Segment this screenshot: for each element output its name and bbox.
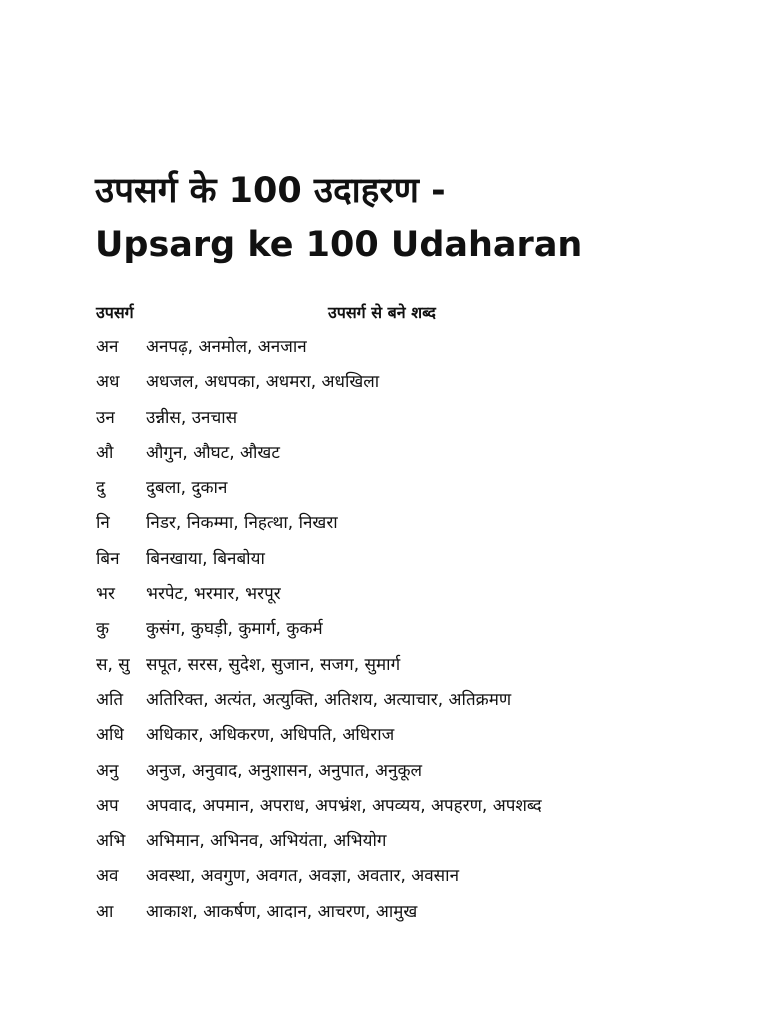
row-words: अनुज, अनुवाद, अनुशासन, अनुपात, अनुकूल: [146, 760, 423, 781]
table-row: [95, 471, 748, 506]
row-words: अतिरिक्त, अत्यंत, अत्युक्ति, अतिशय, अत्याचार, अतिक्रमण: [146, 689, 512, 710]
row-words: अभिमान, अभिनव, अभियंता, अभियोग: [146, 831, 387, 852]
table-row: [95, 718, 748, 753]
table-row: [95, 577, 748, 612]
row-prefix: स, सु: [96, 654, 130, 675]
prefix-table: [95, 296, 748, 930]
table-body: [95, 330, 748, 930]
row-prefix: कु: [96, 619, 110, 640]
title-line-english: Upsarg ke 100 Udaharan: [95, 225, 583, 265]
row-prefix: औ: [96, 442, 114, 463]
table-row: [95, 542, 748, 577]
table-row: [95, 754, 748, 789]
row-prefix: दु: [96, 478, 106, 499]
table-row: [95, 859, 748, 894]
row-prefix: अनु: [96, 760, 119, 781]
header-words: उपसर्ग से बने शब्द: [328, 303, 436, 322]
table-row: [95, 648, 748, 683]
row-prefix: अव: [96, 866, 119, 887]
row-prefix: बिन: [96, 548, 120, 569]
table-row: [95, 436, 748, 471]
table-row: [95, 683, 748, 718]
row-prefix: अभि: [96, 831, 126, 852]
table-row: [95, 330, 748, 365]
row-words: बिनखाया, बिनबोया: [146, 548, 265, 569]
row-words: उन्नीस, उनचास: [146, 407, 238, 428]
row-words: सपूत, सरस, सुदेश, सुजान, सजग, सुमार्ग: [146, 654, 401, 675]
row-prefix: नि: [96, 513, 110, 534]
row-words: आकाश, आकर्षण, आदान, आचरण, आमुख: [146, 901, 418, 922]
document-page: [95, 164, 748, 930]
table-row: [95, 401, 748, 436]
row-words: औगुन, औघट, औखट: [146, 442, 280, 463]
title-line-hindi: उपसर्ग के 100 उदाहरण -: [95, 171, 446, 211]
row-words: अधजल, अधपका, अधमरा, अधखिला: [146, 372, 380, 393]
row-prefix: आ: [96, 901, 114, 922]
row-prefix: अन: [96, 337, 119, 357]
row-prefix: भर: [96, 584, 115, 605]
row-words: निडर, निकम्मा, निहत्था, निखरा: [146, 513, 338, 534]
table-row: [95, 824, 748, 859]
row-words: अधिकार, अधिकरण, अधिपति, अधिराज: [146, 725, 395, 746]
row-prefix: अधि: [96, 725, 124, 746]
row-words: अपवाद, अपमान, अपराध, अपभ्रंश, अपव्यय, अपहरण, अपशब्द: [146, 795, 542, 816]
header-prefix: उपसर्ग: [96, 303, 134, 322]
table-row: [95, 895, 748, 930]
row-words: दुबला, दुकान: [146, 478, 228, 499]
table-row: [95, 506, 748, 541]
row-prefix: अध: [96, 372, 120, 393]
row-words: कुसंग, कुघड़ी, कुमार्ग, कुकर्म: [146, 619, 323, 640]
row-prefix: अप: [96, 795, 119, 816]
row-words: अवस्था, अवगुण, अवगत, अवज्ञा, अवतार, अवसान: [146, 866, 460, 887]
table-row: [95, 612, 748, 647]
table-row: [95, 789, 748, 824]
row-words: अनपढ़, अनमोल, अनजान: [146, 337, 307, 357]
table-header: [95, 296, 748, 330]
table-row: [95, 365, 748, 400]
row-prefix: अति: [96, 689, 124, 710]
page-title: [95, 164, 748, 272]
row-prefix: उन: [96, 407, 115, 428]
row-words: भरपेट, भरमार, भरपूर: [146, 584, 281, 605]
